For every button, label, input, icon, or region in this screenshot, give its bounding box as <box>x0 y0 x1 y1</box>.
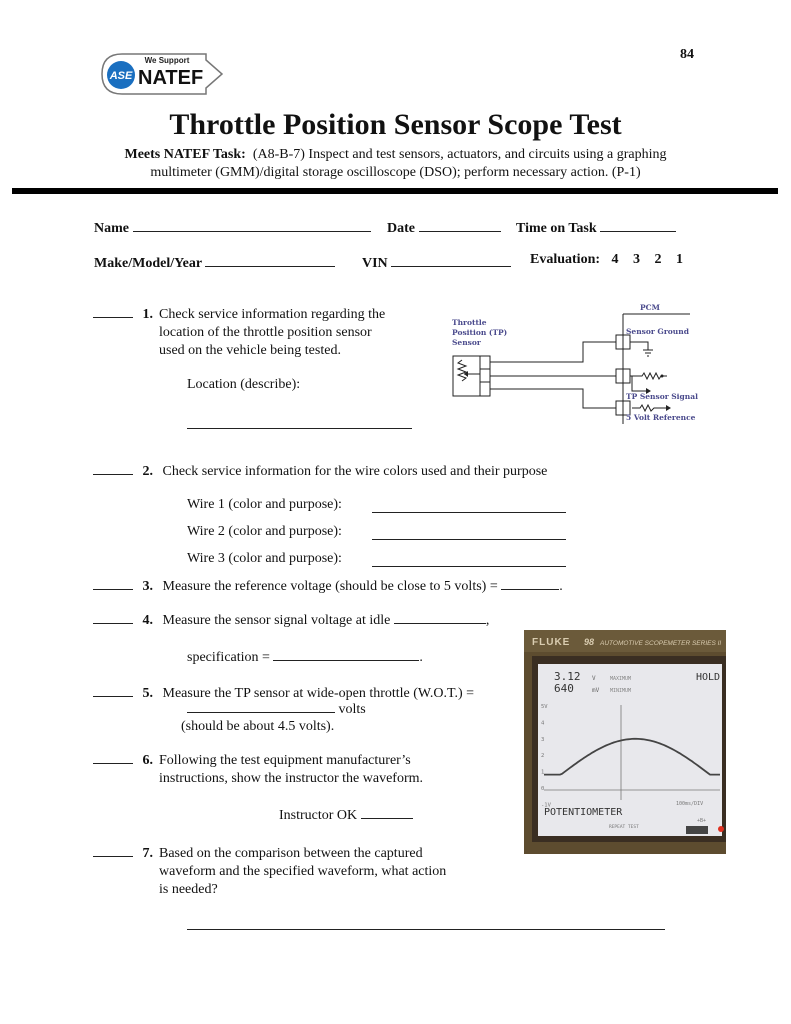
wire-2-input[interactable] <box>372 539 566 540</box>
scope-softkey-icon <box>686 826 708 834</box>
svg-text:HOLD: HOLD <box>696 672 721 683</box>
svg-text:3.12: 3.12 <box>554 670 581 683</box>
svg-text:AUTOMOTIVE SCOPEMETER SERIES I: AUTOMOTIVE SCOPEMETER SERIES II <box>600 640 722 647</box>
task-text-1: (A8-B-7) Inspect and test sensors, actuators, and circuits using a graphing <box>252 147 667 162</box>
wire-3-input[interactable] <box>372 566 566 567</box>
question-4: 4. Measure the sensor signal voltage at idle , <box>93 612 489 630</box>
svg-text:POTENTIOMETER: POTENTIOMETER <box>544 807 623 818</box>
wot-field: volts <box>187 701 366 719</box>
junction-icon <box>661 375 664 378</box>
q7-score-blank[interactable] <box>93 856 133 857</box>
question-1: 1. Check service information regarding the location of the throttle position sensor used on the vehicle being tested. <box>93 306 433 324</box>
time-on-task-input[interactable] <box>600 217 676 232</box>
vin-input[interactable] <box>391 252 511 267</box>
svg-text:We Support: We Support <box>144 56 190 65</box>
natef-task <box>60 146 731 182</box>
evaluation-option-1[interactable]: 1 <box>676 252 684 267</box>
svg-text:REPEAT TEST: REPEAT TEST <box>609 825 639 830</box>
time-on-task-field[interactable]: Time on Task <box>516 217 676 237</box>
q4-score-blank[interactable] <box>93 623 133 624</box>
svg-text:TP Sensor Signal: TP Sensor Signal <box>626 392 698 401</box>
evaluation-field: Evaluation: 4 3 2 1 <box>530 252 684 267</box>
wot-voltage-input[interactable] <box>187 712 335 713</box>
q2-score-blank[interactable] <box>93 474 133 475</box>
svg-text:mV: mV <box>592 687 600 694</box>
location-input[interactable] <box>187 428 412 429</box>
svg-text:+B+: +B+ <box>697 818 707 824</box>
natef-logo <box>94 44 234 104</box>
svg-text:100ms/DIV: 100ms/DIV <box>676 801 704 807</box>
svg-text:V: V <box>592 675 596 682</box>
date-input[interactable] <box>419 217 501 232</box>
tp-sensor-wiring-diagram <box>440 298 720 428</box>
scopemeter-photo <box>524 630 726 854</box>
reference-voltage-input[interactable] <box>501 589 559 590</box>
question-5: 5. Measure the TP sensor at wide-open throttle (W.O.T.) = <box>93 685 474 703</box>
q6-score-blank[interactable] <box>93 763 133 764</box>
arrow-icon <box>666 405 671 411</box>
svg-text:NATEF: NATEF <box>138 67 204 89</box>
specification-field: specification = . <box>187 650 423 665</box>
name-field[interactable]: Name <box>94 217 371 237</box>
wire-1-label: Wire 1 (color and purpose): <box>187 497 342 512</box>
wire-2-label: Wire 2 (color and purpose): <box>187 524 342 539</box>
specification-input[interactable] <box>273 660 419 661</box>
scope-y-tick: -1V <box>541 802 551 809</box>
action-needed-input[interactable] <box>187 929 665 930</box>
wot-note: (should be about 4.5 volts). <box>181 719 335 734</box>
svg-text:MINIMUM: MINIMUM <box>610 688 632 694</box>
page-number: 84 <box>680 47 694 62</box>
question-7: 7. Based on the comparison between the captured waveform and the specified waveform, what action is needed? <box>93 845 153 863</box>
svg-text:640: 640 <box>554 682 574 695</box>
evaluation-option-2[interactable]: 2 <box>654 252 662 267</box>
scope-y-tick: 0 <box>541 786 545 792</box>
question-6: 6. Following the test equipment manufacturer’s instructions, show the instructor the waveform. <box>93 752 153 770</box>
vin-field[interactable]: VIN <box>362 252 511 272</box>
svg-text:Throttle: Throttle <box>452 318 487 327</box>
svg-text:Sensor Ground: Sensor Ground <box>626 327 689 336</box>
wire-1-input[interactable] <box>372 512 566 513</box>
svg-text:5 Volt Reference: 5 Volt Reference <box>626 413 696 422</box>
page-title: Throttle Position Sensor Scope Test <box>169 108 622 141</box>
task-label: Meets NATEF Task: <box>124 147 246 162</box>
svg-text:98: 98 <box>584 637 595 647</box>
location-label: Location (describe): <box>187 377 301 392</box>
svg-text:Sensor: Sensor <box>452 338 481 347</box>
scope-y-tick: 5V <box>541 704 548 710</box>
svg-text:MAXIMUM: MAXIMUM <box>610 676 632 682</box>
question-3: 3. Measure the reference voltage (should be close to 5 volts) = . <box>93 578 563 596</box>
idle-voltage-input[interactable] <box>394 623 486 624</box>
make-model-year-field[interactable]: Make/Model/Year <box>94 252 335 272</box>
scope-y-tick: 4 <box>541 720 545 727</box>
svg-text:FLUKE: FLUKE <box>532 637 571 648</box>
instructor-ok-field: Instructor OK <box>279 807 413 825</box>
scope-y-tick: 2 <box>541 753 545 760</box>
scope-y-tick: 1 <box>541 769 545 776</box>
date-field[interactable]: Date <box>387 217 501 237</box>
evaluation-option-4[interactable]: 4 <box>611 252 619 267</box>
header-divider <box>12 188 778 194</box>
svg-text:Position (TP): Position (TP) <box>452 328 508 337</box>
scope-y-tick: 3 <box>541 736 545 743</box>
name-input[interactable] <box>133 217 371 232</box>
q5-score-blank[interactable] <box>93 696 133 697</box>
task-text-2: multimeter (GMM)/digital storage oscilloscope (DSO); perform necessary action. (P-1) <box>150 165 641 180</box>
svg-text:PCM: PCM <box>640 303 660 312</box>
q1-score-blank[interactable] <box>93 317 133 318</box>
q3-score-blank[interactable] <box>93 589 133 590</box>
scope-led-icon <box>718 826 724 832</box>
question-2: 2. Check service information for the wire colors used and their purpose <box>93 463 547 481</box>
evaluation-option-3[interactable]: 3 <box>633 252 641 267</box>
svg-text:ASE: ASE <box>109 70 133 82</box>
make-model-year-input[interactable] <box>205 252 335 267</box>
wire-3-label: Wire 3 (color and purpose): <box>187 551 342 566</box>
instructor-ok-input[interactable] <box>361 818 413 819</box>
